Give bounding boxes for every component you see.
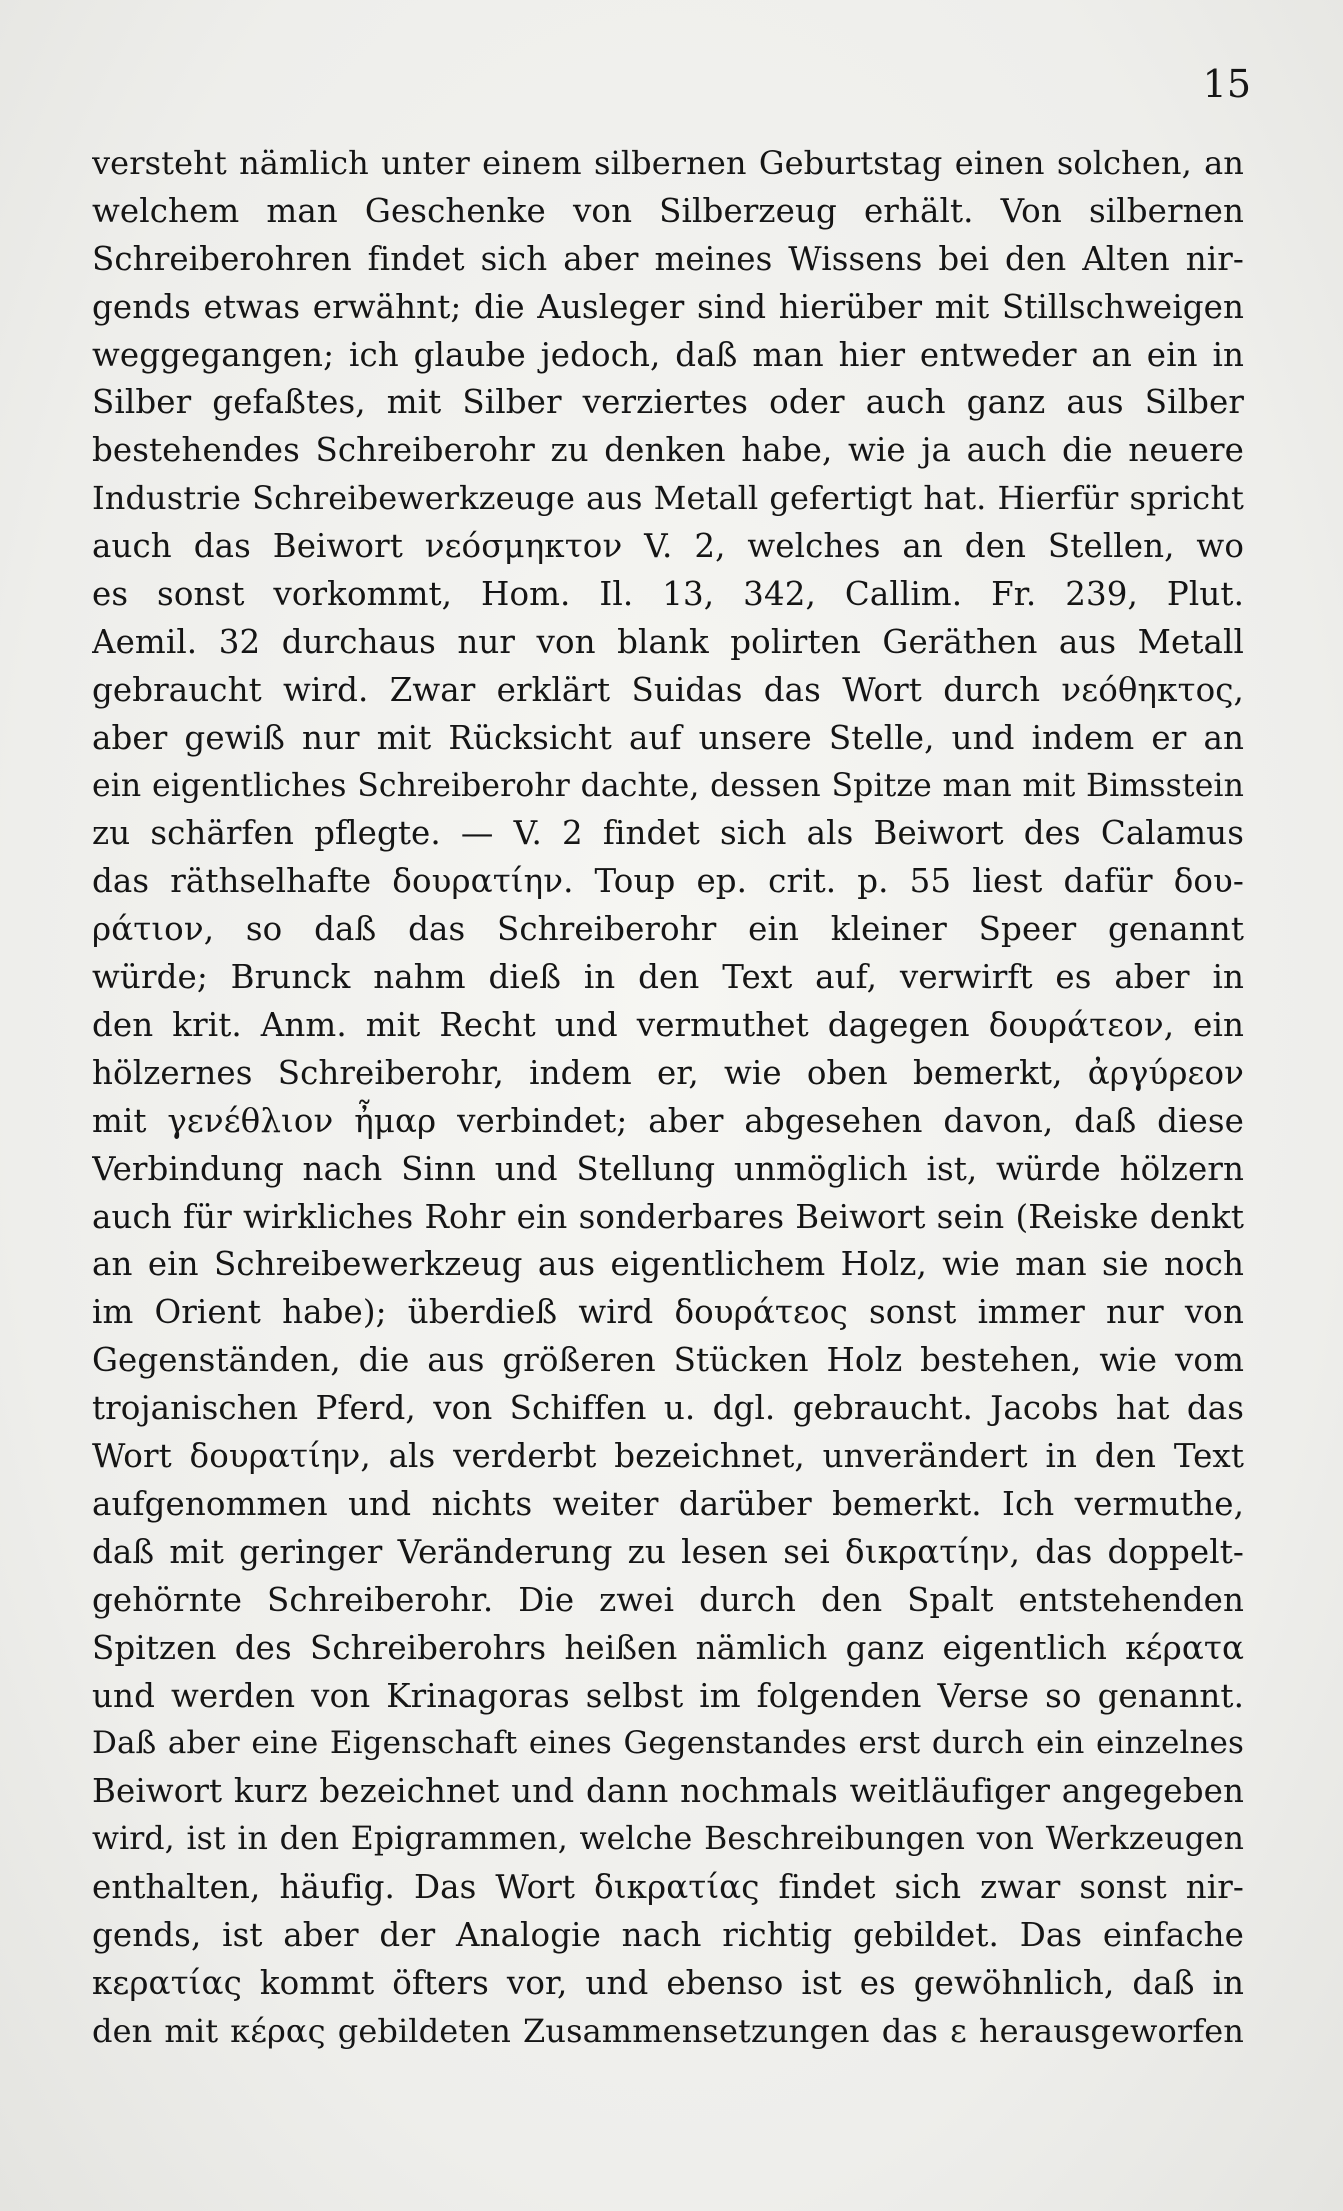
text-line: trojanischen Pferd, von Schiffen u. dgl. gebraucht. Jacobs hat das [92, 1389, 1244, 1428]
text-line: im Orient habe); überdieß wird δουράτεος sonst immer nur von [92, 1293, 1244, 1332]
text-line: bestehendes Schreiberohr zu denken habe, wie ja auch die neuere [92, 431, 1244, 470]
text-line: gends etwas erwähnt; die Ausleger sind hierüber mit Stillschweigen [92, 287, 1244, 326]
text-line: aufgenommen und nichts weiter darüber bemerkt. Ich vermuthe, [92, 1484, 1244, 1523]
body-text [92, 140, 1244, 2056]
text-line: Spitzen des Schreiberohrs heißen nämlich ganz eigentlich κέρατα [92, 1628, 1244, 1667]
text-line: Beiwort kurz bezeichnet und dann nochmals weitläufiger angegeben [92, 1772, 1244, 1811]
text-line: den mit κέρας gebildeten Zusammensetzungen das ε herausgeworfen [92, 2011, 1244, 2050]
text-line: auch für wirkliches Rohr ein sonderbares Beiwort sein (Reiske denkt [92, 1197, 1244, 1236]
text-line: versteht nämlich unter einem silbernen Geburtstag einen solchen, an [92, 144, 1244, 182]
text-line: ein eigentliches Schreiberohr dachte, dessen Spitze man mit Bimsstein [92, 767, 1244, 804]
text-line: enthalten, häufig. Das Wort δικρατίας findet sich zwar sonst nir- [92, 1868, 1244, 1907]
text-line: an ein Schreibewerkzeug aus eigentlichem Holz, wie man sie noch [92, 1245, 1244, 1284]
text-line: auch das Beiwort νεόσμηκτον V. 2, welches an den Stellen, wo [92, 527, 1244, 566]
text-line: gends, ist aber der Analogie nach richtig gebildet. Das einfache [92, 1915, 1244, 1954]
text-line: gehörnte Schreiberohr. Die zwei durch den Spalt entstehenden [92, 1580, 1244, 1619]
page-number: 15 [1202, 62, 1251, 106]
text-line: würde; Brunck nahm dieß in den Text auf, verwirft es aber in [92, 958, 1244, 997]
text-line: welchem man Geschenke von Silberzeug erhält. Von silbernen [92, 191, 1244, 230]
text-line: κερατίας kommt öfters vor, und ebenso ist es gewöhnlich, daß in [92, 1963, 1244, 2002]
text-line: mit γενέθλιον ἦμαρ verbindet; aber abgesehen davon, daß diese [92, 1101, 1244, 1140]
text-line: Silber gefaßtes, mit Silber verziertes oder auch ganz aus Silber [92, 383, 1244, 422]
text-line: es sonst vorkommt, Hom. Il. 13, 342, Callim. Fr. 239, Plut. [92, 575, 1244, 614]
text-line: den krit. Anm. mit Recht und vermuthet dagegen δουράτεον, ein [92, 1006, 1244, 1045]
text-line: Aemil. 32 durchaus nur von blank polirten Geräthen aus Metall [92, 622, 1244, 661]
text-line: Daß aber eine Eigenschaft eines Gegenstandes erst durch ein einzelnes [92, 1725, 1244, 1762]
text-line: aber gewiß nur mit Rücksicht auf unsere Stelle, und indem er an [92, 718, 1244, 757]
text-line: Gegenständen, die aus größeren Stücken Holz bestehen, wie vom [92, 1341, 1244, 1380]
text-line: daß mit geringer Veränderung zu lesen sei δικρατίην, das doppelt- [92, 1532, 1244, 1571]
text-line: Wort δουρατίην, als verderbt bezeichnet, unverändert in den Text [92, 1437, 1244, 1476]
text-line: Industrie Schreibewerkzeuge aus Metall gefertigt hat. Hierfür spricht [92, 479, 1244, 518]
text-line: hölzernes Schreiberohr, indem er, wie oben bemerkt, ἀργύρεον [92, 1053, 1244, 1092]
text-line: gebraucht wird. Zwar erklärt Suidas das Wort durch νεόθηκτος, [92, 670, 1244, 709]
text-line: wird, ist in den Epigrammen, welche Beschreibungen von Werkzeugen [92, 1821, 1244, 1858]
text-line: ράτιον, so daß das Schreiberohr ein kleiner Speer genannt [92, 910, 1244, 949]
text-line: Verbindung nach Sinn und Stellung unmöglich ist, würde hölzern [92, 1149, 1244, 1188]
text-line: und werden von Krinagoras selbst im folgenden Verse so genannt. [92, 1676, 1244, 1715]
text-line: zu schärfen pflegte. — V. 2 findet sich als Beiwort des Calamus [92, 814, 1244, 853]
text-line: das räthselhafte δουρατίην. Toup ep. crit. p. 55 liest dafür δου- [92, 862, 1244, 901]
text-line: weggegangen; ich glaube jedoch, daß man hier entweder an ein in [92, 335, 1244, 374]
text-line: Schreiberohren findet sich aber meines Wissens bei den Alten nir- [92, 239, 1244, 278]
